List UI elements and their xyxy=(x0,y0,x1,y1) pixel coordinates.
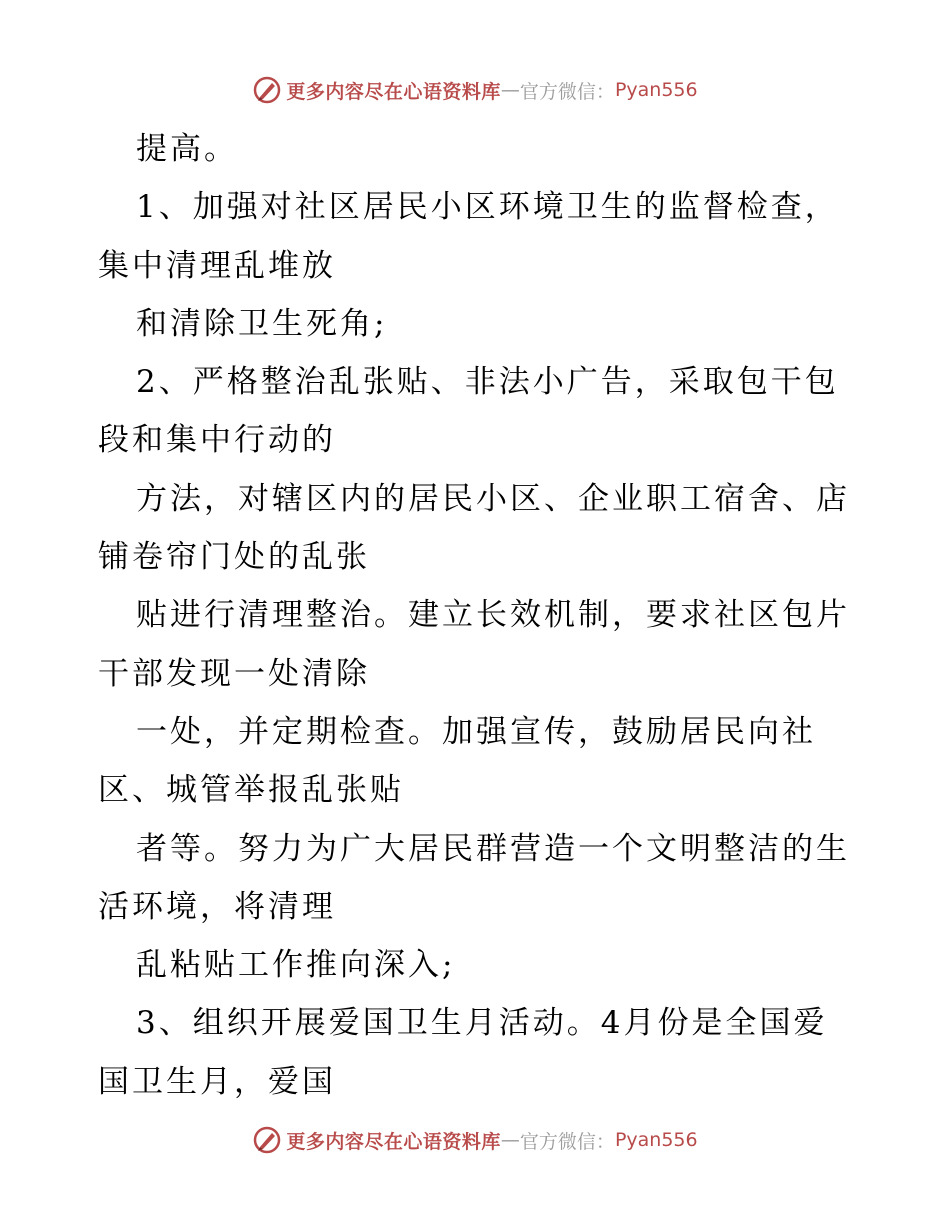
text-line: 乱粘贴工作推向深入; xyxy=(136,947,456,984)
site-name: 更多内容尽在心语资料库 xyxy=(286,80,501,103)
page-footer-banner xyxy=(0,1120,950,1160)
text-line: 段和集中行动的 xyxy=(98,422,336,459)
text-line: 一处，并定期检查。加强宣传，鼓励居民向社 xyxy=(136,713,816,750)
banner-separator: — xyxy=(500,1129,520,1151)
wechat-label: 官方微信： xyxy=(519,1130,615,1153)
text-line: 国卫生月，爱国 xyxy=(98,1063,336,1100)
pen-logo-icon xyxy=(252,75,282,105)
document-body xyxy=(98,120,858,1111)
pen-logo-icon xyxy=(252,1125,282,1155)
text-line: 2、严格整治乱张贴、非法小广告，采取包干包 xyxy=(136,364,839,401)
wechat-label: 官方微信： xyxy=(519,80,615,103)
text-line: 方法，对辖区内的居民小区、企业职工宿舍、店 xyxy=(136,480,850,517)
text-line: 干部发现一处清除 xyxy=(98,655,370,692)
text-line: 3、组织开展爱国卫生月活动。4月份是全国爱 xyxy=(136,1005,828,1042)
site-name: 更多内容尽在心语资料库 xyxy=(286,1130,501,1153)
banner-separator: — xyxy=(500,79,520,101)
text-line: 区、城管举报乱张贴 xyxy=(98,772,404,809)
text-line: 集中清理乱堆放 xyxy=(98,247,336,284)
page-header-banner xyxy=(0,70,950,110)
text-line: 提高。 xyxy=(136,131,238,167)
wechat-id: Pyan556 xyxy=(614,79,698,101)
text-line: 贴进行清理整治。建立长效机制，要求社区包片 xyxy=(136,597,850,634)
text-line: 活环境，将清理 xyxy=(98,888,336,925)
text-line: 者等。努力为广大居民群营造一个文明整洁的生 xyxy=(136,830,850,867)
text-line: 和清除卫生死角; xyxy=(136,305,388,342)
text-line: 铺卷帘门处的乱张 xyxy=(98,539,370,576)
wechat-id: Pyan556 xyxy=(614,1129,698,1151)
text-line: 1、加强对社区居民小区环境卫生的监督检查， xyxy=(136,189,839,226)
